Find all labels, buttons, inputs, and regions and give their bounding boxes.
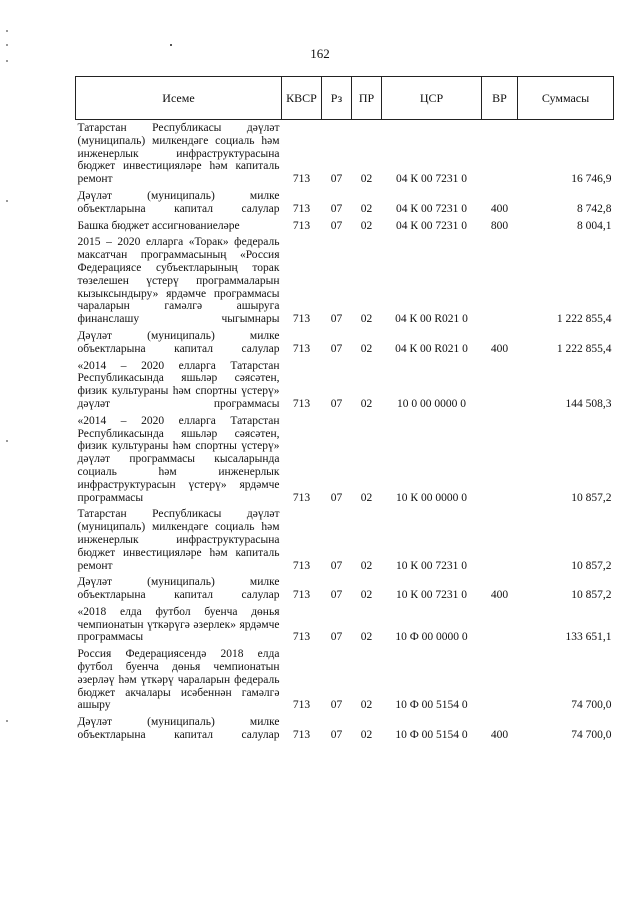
table-row (76, 218, 614, 235)
row-rz: 07 (330, 219, 343, 232)
row-csr: 10 Ф 00 5154 0 (395, 699, 468, 712)
row-kvsr: 713 (292, 729, 311, 742)
row-rz: 07 (330, 699, 343, 712)
row-kvsr: 713 (292, 699, 311, 712)
row-rz: 07 (330, 202, 343, 215)
row-vr: 400 (490, 589, 509, 602)
header-vr: ВР (482, 77, 518, 120)
row-name: Татарстан Республикасы дәүләт (муниципаль) милкендәге социаль һәм инженерлык инфраструктурасына бюджет инвестицияләре һәм капиталь ремонт (77, 122, 280, 186)
table-row (76, 358, 614, 413)
row-name: Дәүләт (муниципаль) милке объектларына капитал салулар (77, 716, 280, 742)
table-row (76, 188, 614, 218)
row-rz: 07 (330, 589, 343, 602)
row-name: Дәүләт (муниципаль) милке объектларына капитал салулар (77, 329, 280, 355)
row-name: Россия Федерациясендә 2018 елда футбол буенча дөнья чемпионатын әзерләү һәм үткәрү чараларын федераль бюджет акчалары исәбеннән гамәлгә ашыру (77, 648, 280, 712)
row-pr: 02 (360, 729, 373, 742)
row-name: Дәүләт (муниципаль) милке объектларына капитал салулар (77, 189, 280, 215)
row-rz: 07 (330, 729, 343, 742)
table-row (76, 574, 614, 604)
row-kvsr: 713 (292, 559, 311, 572)
row-csr: 10 0 00 0000 0 (397, 397, 466, 410)
row-sum: 133 651,1 (565, 631, 612, 644)
row-name: «2014 – 2020 елларга Татарстан Республикасында яшьләр сәясәтен, физик культураны һәм спортны үстерү» дәүләт программасы кысаларында социаль һәм инженерлык инфраструктурасын үстерү» ярдәмче программасы (77, 414, 280, 504)
row-kvsr: 713 (292, 173, 311, 186)
table-row (76, 506, 614, 574)
row-sum: 1 222 855,4 (556, 342, 612, 355)
row-pr: 02 (360, 173, 373, 186)
table-row (76, 413, 614, 507)
header-rz: Рз (322, 77, 352, 120)
row-name: Дәүләт (муниципаль) милке объектларына капитал салулар (77, 576, 280, 602)
row-csr: 10 К 00 7231 0 (396, 589, 467, 602)
row-kvsr: 713 (292, 202, 311, 215)
table-row (76, 328, 614, 358)
row-csr: 04 К 00 7231 0 (396, 173, 467, 186)
row-csr: 04 К 00 R021 0 (395, 342, 468, 355)
row-kvsr: 713 (292, 219, 311, 232)
header-pr: ПР (352, 77, 382, 120)
row-vr (482, 413, 518, 507)
budget-table (75, 76, 614, 744)
row-sum: 74 700,0 (571, 729, 612, 742)
row-kvsr: 713 (292, 342, 311, 355)
row-vr (482, 604, 518, 646)
row-rz: 07 (330, 173, 343, 186)
row-rz: 07 (330, 559, 343, 572)
scan-margin-marks (6, 20, 9, 900)
row-csr: 04 К 00 R021 0 (395, 313, 468, 326)
row-csr: 04 К 00 7231 0 (396, 219, 467, 232)
row-vr (482, 646, 518, 714)
row-kvsr: 713 (292, 313, 311, 326)
row-csr: 10 Ф 00 0000 0 (395, 631, 468, 644)
row-sum: 10 857,2 (571, 491, 612, 504)
row-vr (482, 234, 518, 328)
row-sum: 144 508,3 (565, 397, 612, 410)
row-sum: 10 857,2 (571, 559, 612, 572)
row-pr: 02 (360, 559, 373, 572)
row-vr: 400 (490, 342, 509, 355)
row-rz: 07 (330, 397, 343, 410)
row-pr: 02 (360, 202, 373, 215)
header-csr: ЦСР (382, 77, 482, 120)
table-row (76, 646, 614, 714)
row-pr: 02 (360, 699, 373, 712)
table-header-row (76, 77, 614, 120)
page-number: 162 (310, 46, 330, 61)
row-vr: 800 (490, 219, 509, 232)
row-vr: 400 (490, 202, 509, 215)
row-name: Башка бюджет ассигнованиеләре (77, 219, 240, 232)
row-sum: 74 700,0 (571, 699, 612, 712)
header-kvsr: КВСР (282, 77, 322, 120)
row-vr (482, 358, 518, 413)
row-sum: 8 742,8 (577, 202, 612, 215)
row-vr (482, 506, 518, 574)
row-vr (482, 120, 518, 188)
table-row (76, 234, 614, 328)
row-csr: 10 К 00 7231 0 (396, 559, 467, 572)
row-pr: 02 (360, 631, 373, 644)
row-name: Татарстан Республикасы дәүләт (муниципаль) милкендәге социаль һәм инженерлык инфраструктурасына бюджет инвестицияләре һәм капиталь ремонт (77, 508, 280, 572)
row-name: «2018 елда футбол буенча дөнья чемпионатын үткәрүгә әзерлек» ярдәмче программасы (77, 605, 280, 644)
row-name: «2014 – 2020 елларга Татарстан Республикасында яшьләр сәясәтен, физик культураны һәм спортны үстерү» дәүләт программасы (77, 359, 280, 410)
row-rz: 07 (330, 631, 343, 644)
row-kvsr: 713 (292, 631, 311, 644)
row-vr: 400 (490, 729, 509, 742)
row-csr: 10 К 00 0000 0 (396, 491, 467, 504)
row-csr: 04 К 00 7231 0 (396, 202, 467, 215)
row-kvsr: 713 (292, 589, 311, 602)
row-name: 2015 – 2020 елларга «Торак» федераль максатчан программасының «Россия Федерациясе субъектларының торак төзелешен үстерү программаларын кызыксындыру» ярдәмче программасы чараларын гамәлгә ашыруга финанслашу чыгымнары (77, 236, 280, 326)
table-row (76, 604, 614, 646)
row-rz: 07 (330, 342, 343, 355)
row-sum: 10 857,2 (571, 589, 612, 602)
row-pr: 02 (360, 589, 373, 602)
row-csr: 10 Ф 00 5154 0 (395, 729, 468, 742)
row-sum: 16 746,9 (571, 173, 612, 186)
header-sum: Суммасы (518, 77, 614, 120)
row-rz: 07 (330, 313, 343, 326)
row-kvsr: 713 (292, 491, 311, 504)
row-sum: 8 004,1 (577, 219, 612, 232)
row-sum: 1 222 855,4 (556, 313, 612, 326)
row-pr: 02 (360, 313, 373, 326)
row-pr: 02 (360, 219, 373, 232)
row-pr: 02 (360, 491, 373, 504)
row-rz: 07 (330, 491, 343, 504)
row-kvsr: 713 (292, 397, 311, 410)
row-pr: 02 (360, 342, 373, 355)
table-row (76, 714, 614, 744)
header-name: Исеме (76, 77, 282, 120)
table-row (76, 120, 614, 188)
row-pr: 02 (360, 397, 373, 410)
